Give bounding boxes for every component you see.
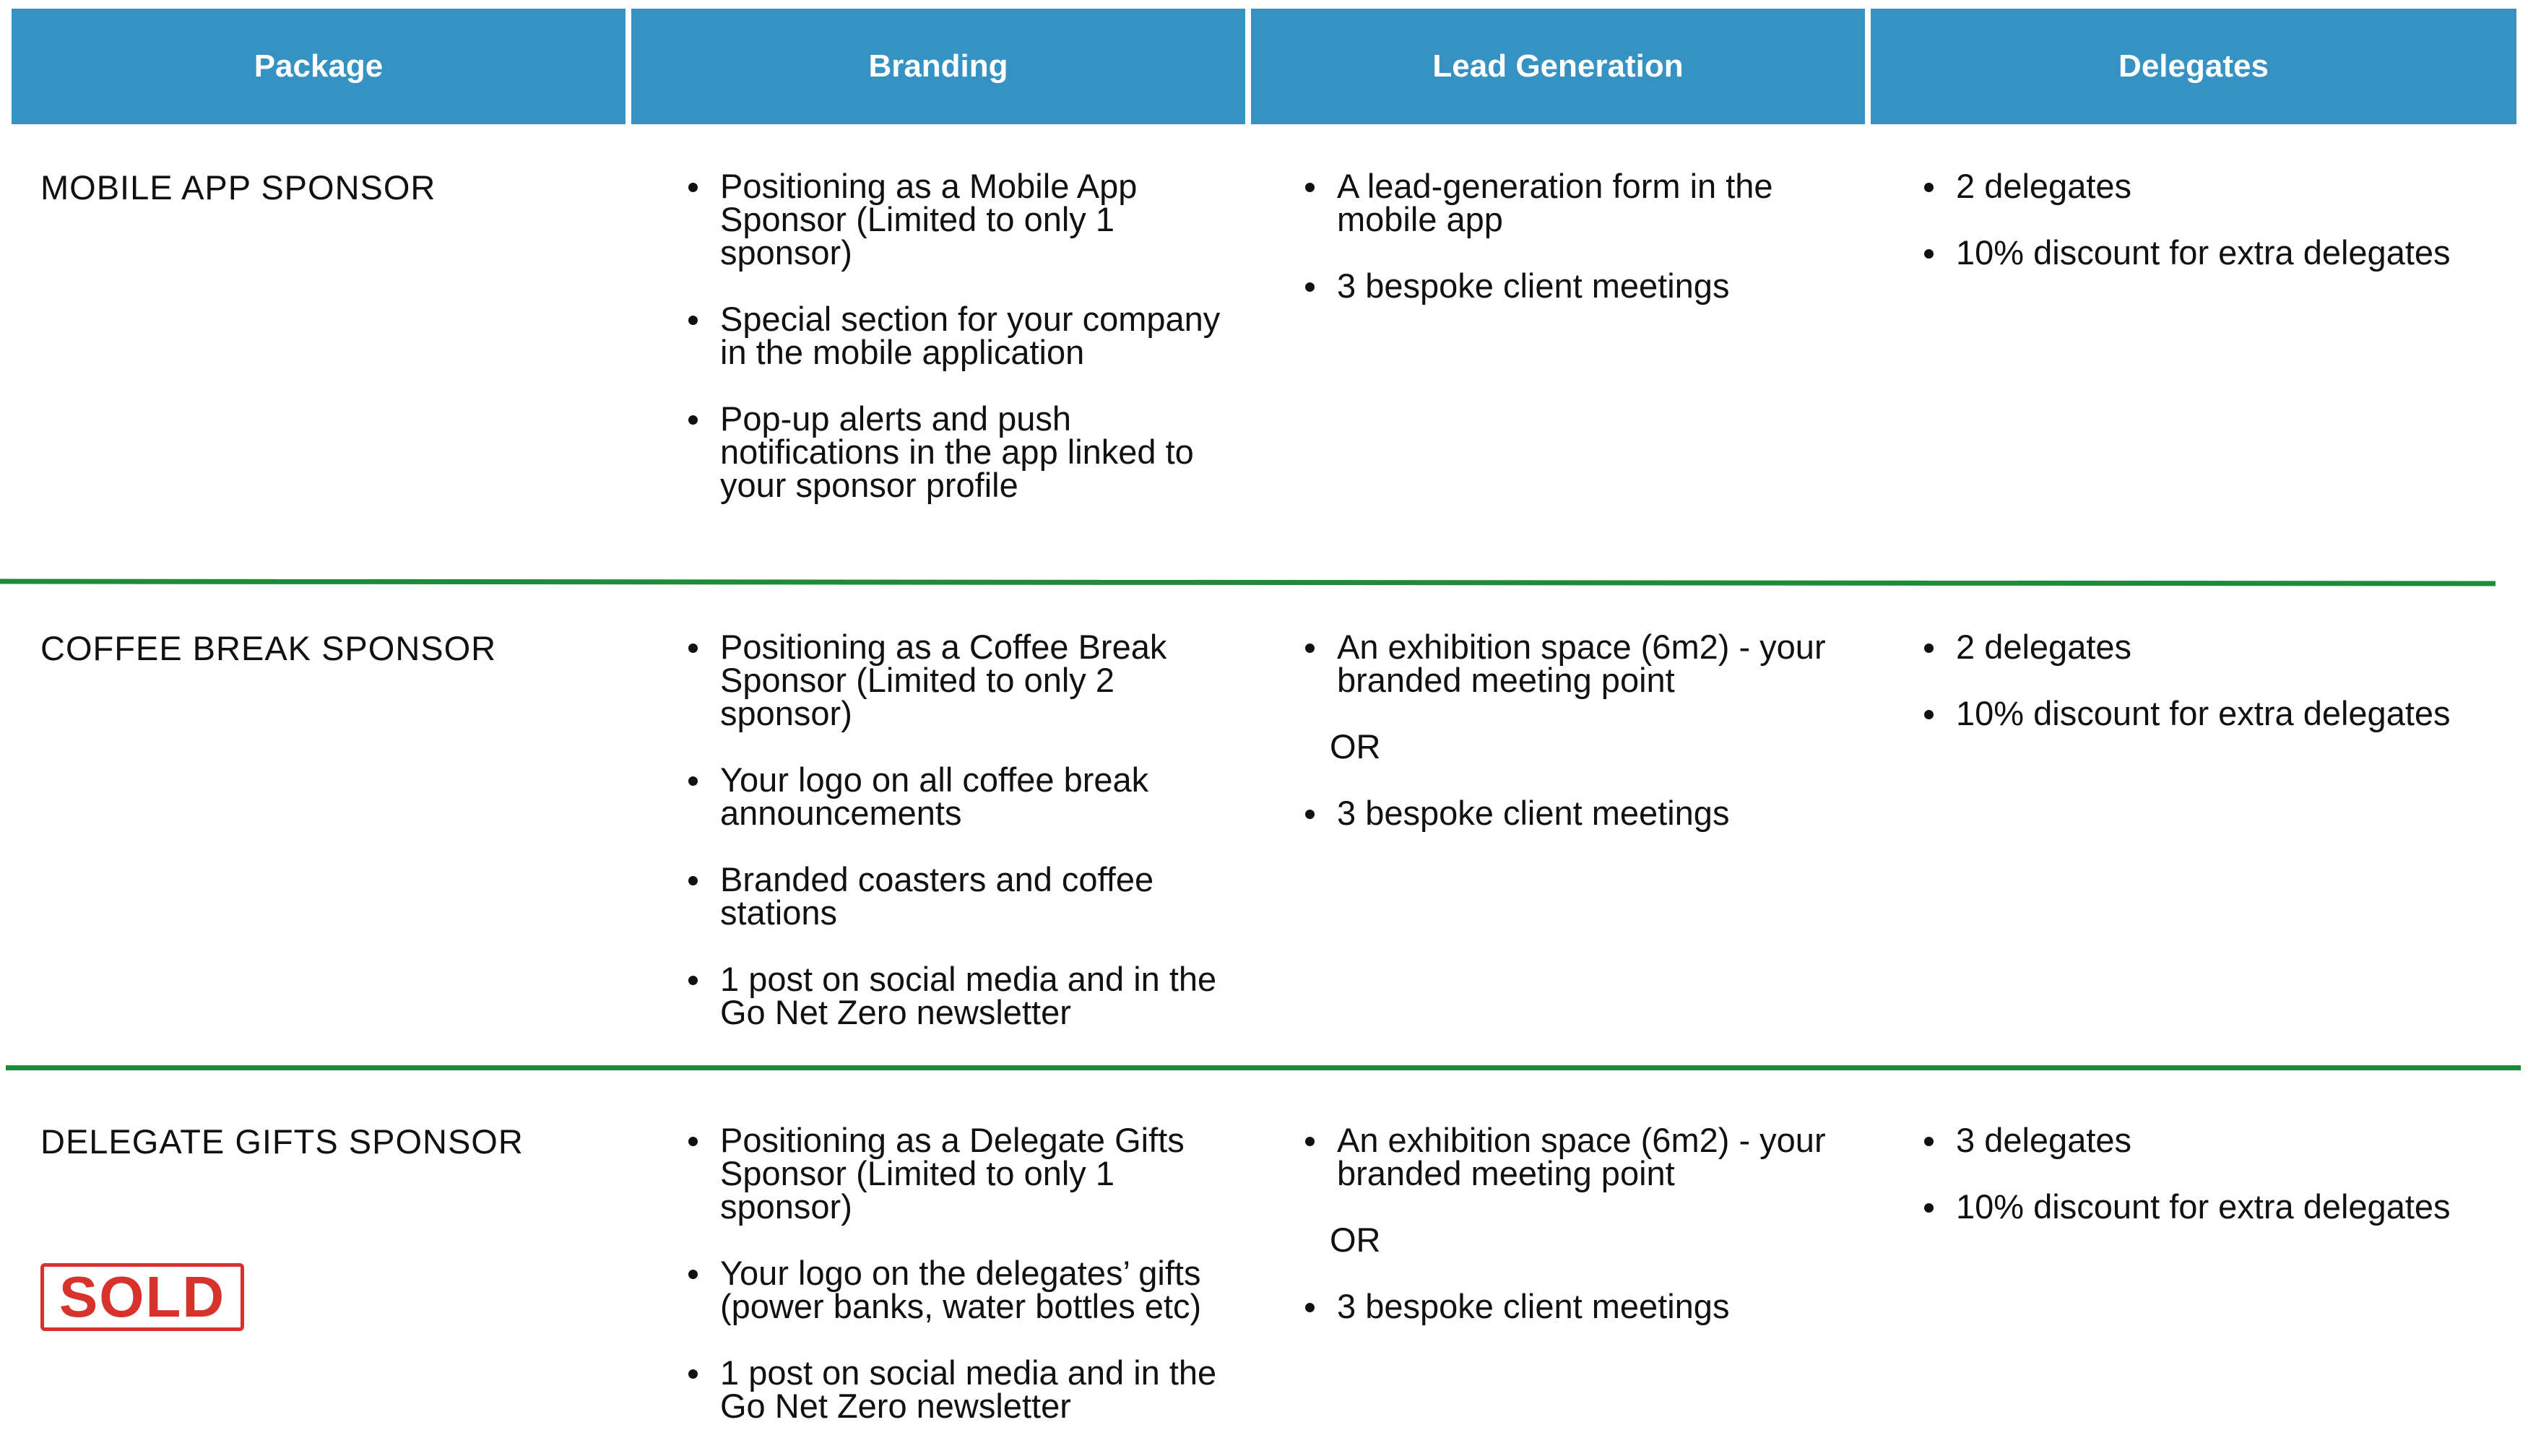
lead-generation-list-delegate-gifts <box>1304 1121 1853 1356</box>
list-item: 10% discount for extra delegates <box>1923 697 2515 730</box>
list-item: 3 bespoke client meetings <box>1304 797 1853 830</box>
list-item: Special section for your company in the mobile application <box>687 303 1236 369</box>
list-item: Branded coasters and coffee stations <box>687 863 1236 930</box>
or-separator: OR <box>1330 1221 1381 1259</box>
list-item: 10% discount for extra delegates <box>1923 236 2515 269</box>
list-item: 3 delegates <box>1923 1124 2515 1157</box>
package-name-delegate-gifts: DELEGATE GIFTS SPONSOR <box>40 1122 524 1161</box>
header-package: Package <box>12 9 625 124</box>
list-item: Positioning as a Delegate Gifts Sponsor (Limited to only 1 sponsor) <box>687 1124 1236 1223</box>
row-divider <box>0 578 2495 586</box>
list-item: An exhibition space (6m2) - your branded meeting point <box>1304 1124 1853 1190</box>
list-item: 3 bespoke client meetings <box>1304 269 1853 303</box>
or-separator: OR <box>1330 727 1381 766</box>
list-item: Pop-up alerts and push notifications in the app linked to your sponsor profile <box>687 402 1236 502</box>
branding-list-delegate-gifts <box>687 1121 1236 1456</box>
list-item: Positioning as a Coffee Break Sponsor (Limited to only 2 sponsor) <box>687 630 1236 730</box>
header-branding: Branding <box>631 9 1245 124</box>
list-item: 2 delegates <box>1923 170 2515 203</box>
list-item: Your logo on all coffee break announcements <box>687 763 1236 830</box>
package-name-mobile-app: MOBILE APP SPONSOR <box>40 168 436 207</box>
list-item: 1 post on social media and in the Go Net Zero newsletter <box>687 963 1236 1029</box>
list-item: Positioning as a Mobile App Sponsor (Limited to only 1 sponsor) <box>687 170 1236 269</box>
delegates-list-mobile-app <box>1923 167 2515 303</box>
list-item: A lead-generation form in the mobile app <box>1304 170 1853 236</box>
header-lead-generation: Lead Generation <box>1251 9 1865 124</box>
header-delegates: Delegates <box>1871 9 2516 124</box>
list-item: 1 post on social media and in the Go Net Zero newsletter <box>687 1356 1236 1423</box>
sold-badge: SOLD <box>40 1263 244 1331</box>
list-item: An exhibition space (6m2) - your branded meeting point <box>1304 630 1853 697</box>
branding-list-coffee-break <box>687 630 1236 1062</box>
package-name-coffee-break: COFFEE BREAK SPONSOR <box>40 629 497 667</box>
branding-list-mobile-app <box>687 167 1236 535</box>
lead-generation-list-mobile-app <box>1304 167 1853 336</box>
list-item: Your logo on the delegates’ gifts (power banks, water bottles etc) <box>687 1257 1236 1323</box>
list-item: 2 delegates <box>1923 630 2515 664</box>
delegates-list-delegate-gifts <box>1923 1121 2515 1257</box>
lead-generation-list-coffee-break <box>1304 630 1853 863</box>
list-item: 10% discount for extra delegates <box>1923 1190 2515 1223</box>
list-item: 3 bespoke client meetings <box>1304 1290 1853 1323</box>
delegates-list-coffee-break <box>1923 630 2515 763</box>
row-divider <box>6 1065 2521 1070</box>
